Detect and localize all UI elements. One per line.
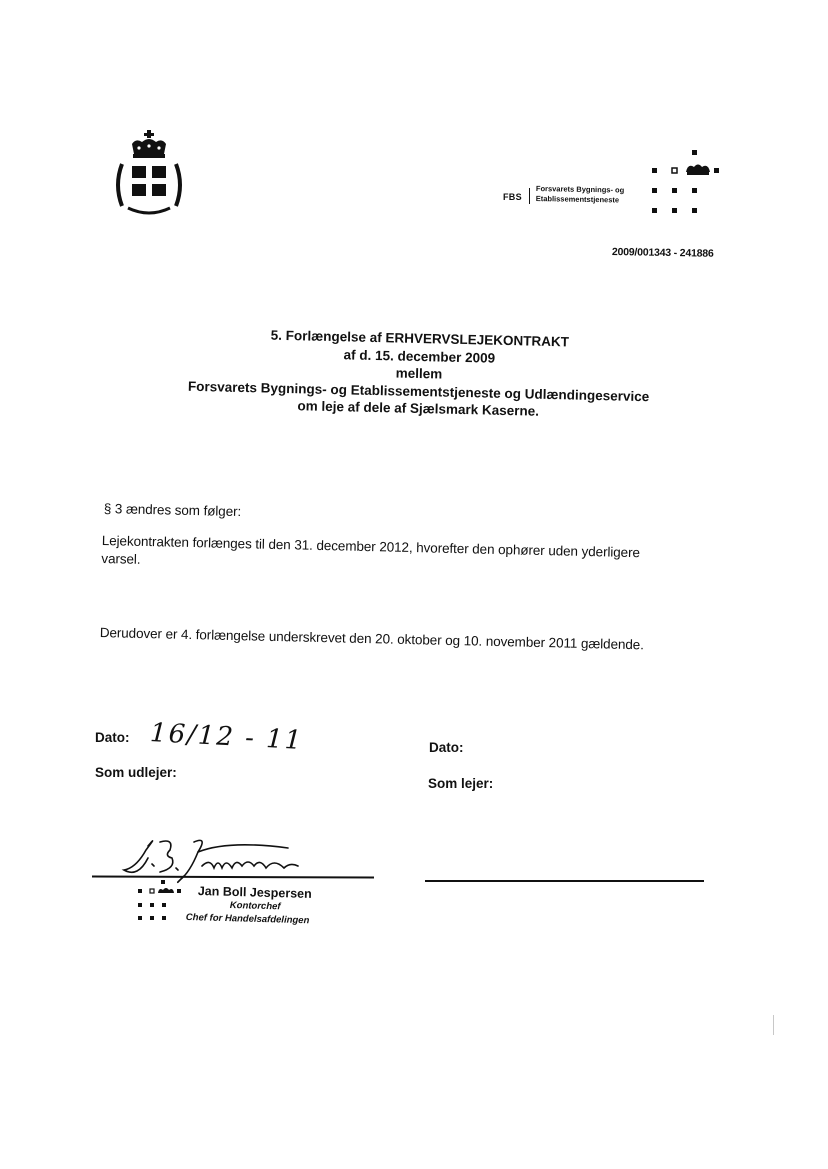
case-reference-number: 2009/001343 - 241886	[611, 246, 714, 260]
tenant-role-label: Som lejer:	[428, 776, 494, 791]
tenant-date-label: Dato:	[429, 740, 464, 755]
scan-artifact	[773, 1015, 774, 1035]
header-divider	[529, 188, 530, 204]
signer-department: Chef for Handelsafdelingen	[185, 912, 310, 927]
fbs-crown-grid-icon	[648, 146, 728, 222]
document-title	[118, 323, 720, 424]
landlord-date-label: Dato:	[95, 730, 130, 745]
org-name-line2: Etablissementstjeneste	[535, 193, 620, 205]
landlord-role-label: Som udlejer:	[95, 765, 177, 780]
org-abbreviation: FBS	[503, 192, 522, 202]
title-line-3: mellem	[395, 365, 443, 382]
landlord-date-handwritten: 16/12 - 11	[149, 718, 305, 756]
royal-crown-crest-icon	[112, 130, 186, 220]
title-line-1: 5. Forlængelse af ERHVERVSLEJEKONTRAKT	[270, 327, 570, 350]
org-name	[536, 184, 625, 206]
signer-title: Kontorchef	[229, 900, 281, 913]
signer-name: Jan Boll Jespersen	[197, 884, 312, 901]
paragraph-heading: § 3 ændres som følger:	[103, 500, 242, 520]
addendum-paragraph: Derudover er 4. forlængelse underskrevet den 20. oktober og 10. november 2011 gældende.	[99, 624, 644, 653]
extension-paragraph: Lejekontrakten forlænges til den 31. december 2012, hvorefter den ophører uden yderligere varsel.	[101, 532, 641, 567]
title-line-4: Forsvarets Bygnings- og Etablissementstjeneste og Udlændingeservice	[187, 378, 650, 404]
title-line-5: om leje af dele af Sjælsmark Kaserne.	[297, 398, 540, 419]
title-line-2: af d. 15. december 2009	[343, 346, 496, 366]
fbs-crown-grid-small-icon	[136, 880, 184, 926]
tenant-signature-line	[425, 880, 704, 882]
org-name-line1: Forsvarets Bygnings- og	[535, 184, 625, 195]
